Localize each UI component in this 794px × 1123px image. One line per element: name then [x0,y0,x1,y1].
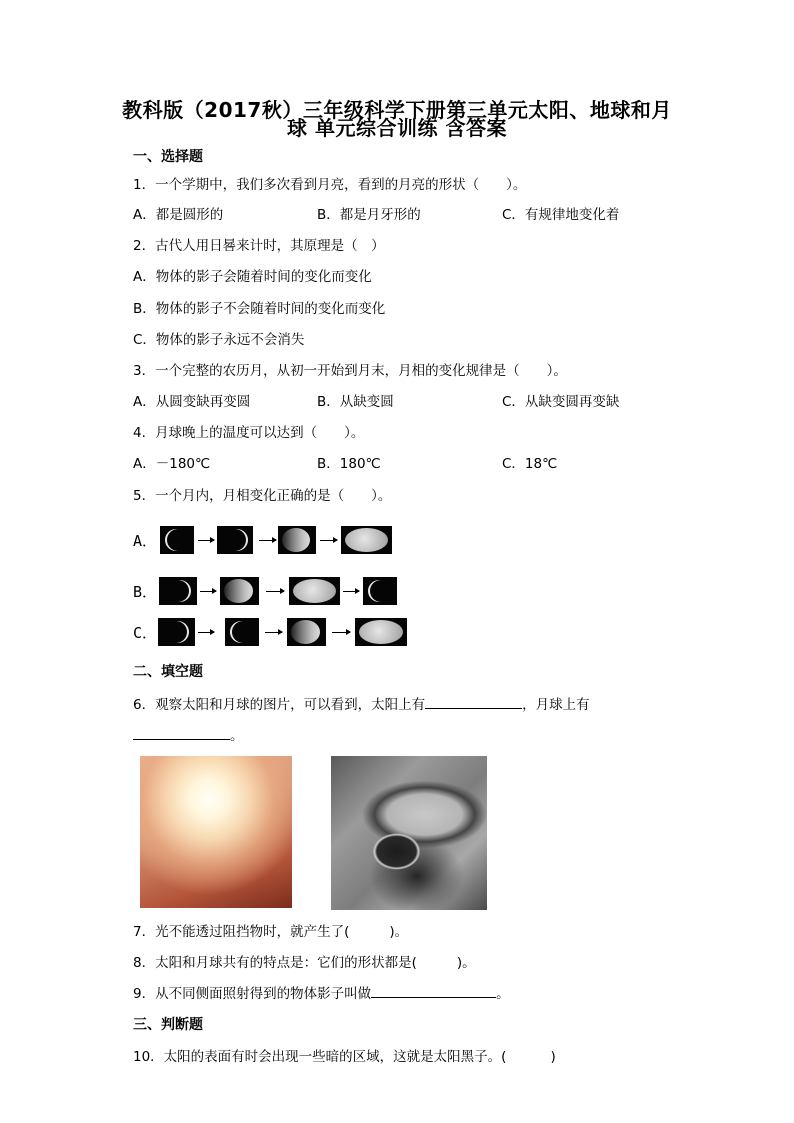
arrow-right-icon [200,591,216,592]
arrow-right-icon [265,632,282,633]
sun-surface-photo [140,756,292,908]
question-4-option-c[interactable]: C．18℃ [502,456,558,472]
question-2-stem: 2．古代人用日晷来计时，其原理是（ ） [133,238,385,254]
question-10-stem [133,1045,556,1065]
moon-gibbous-icon [278,526,316,554]
moon-full-icon [341,526,392,554]
moon-crater-photo [331,756,487,910]
question-8-text-part1: 8．太阳和月球共有的特点是：它们的形状都是( [133,955,417,971]
question-1-stem: 1．一个学期中，我们多次看到月亮，看到的月亮的形状（ ）。 [133,177,527,193]
question-2-option-a[interactable]: A．物体的影子会随着时间的变化而变化 [133,269,372,285]
document-title-line-2: 球 单元综合训练 含答案 [287,116,507,140]
section-heading-true-false: 三、判断题 [133,1017,203,1033]
option-label: A． [133,532,158,550]
question-9-text-part1: 9．从不同侧面照射得到的物体影子叫做 [133,986,372,1002]
question-9-blank[interactable] [371,983,496,998]
moon-crescent-icon [158,618,195,646]
question-1-option-a[interactable]: A．都是圆形的 [133,207,224,223]
question-1-option-c[interactable]: C．有规律地变化着 [502,207,620,223]
option-label: B． [133,583,158,601]
question-6-text-part2: ，月球上有 [522,697,590,713]
moon-gibbous-icon [220,577,259,605]
arrow-right-icon [332,632,350,633]
question-3-stem: 3．一个完整的农历月，从初一开始到月末，月相的变化规律是（ ）。 [133,363,567,379]
moon-full-icon [289,577,340,605]
question-6-text-part1: 6．观察太阳和月球的图片，可以看到，太阳上有 [133,697,426,713]
question-4-option-a[interactable]: A．－180℃ [133,456,211,472]
question-6-stem-cont [133,724,244,744]
moon-gibbous-icon [287,618,326,646]
moon-crescent-icon [159,577,197,605]
question-6-text-end: 。 [230,728,244,744]
arrow-right-icon [343,591,359,592]
question-2-option-c[interactable]: C．物体的影子永远不会消失 [133,332,305,348]
question-2-option-b[interactable]: B．物体的影子不会随着时间的变化而变化 [133,301,386,317]
question-3-option-c[interactable]: C．从缺变圆再变缺 [502,394,620,410]
moon-crescent-icon [217,526,253,554]
moon-full-icon [355,618,407,646]
moon-waning-crescent-icon [363,577,397,605]
option-label: C． [133,624,158,642]
question-10-text-part2: ) [550,1049,556,1065]
question-6-blank-2[interactable] [133,725,230,740]
question-7-text-part1: 7．光不能透过阻挡物时，就产生了( [133,924,350,940]
question-5-stem: 5．一个月内，月相变化正确的是（ ）。 [133,488,392,504]
question-1-option-b[interactable]: B．都是月牙形的 [317,207,421,223]
question-3-option-b[interactable]: B．从缺变圆 [317,394,394,410]
question-7-text-part2: )。 [389,924,409,940]
arrow-right-icon [266,591,284,592]
question-4-option-b[interactable]: B．180℃ [317,456,381,472]
section-heading-choice: 一、选择题 [133,149,203,165]
arrow-right-icon [198,632,214,633]
arrow-right-icon [320,540,337,541]
question-10-text-part1: 10．太阳的表面有时会出现一些暗的区域，这就是太阳黑子。( [133,1049,507,1065]
moon-waxing-crescent-icon [160,526,194,554]
question-9-stem [133,982,510,1002]
moon-waning-crescent-icon [225,618,259,646]
section-heading-fill-blank: 二、填空题 [133,664,203,680]
question-4-stem: 4．月球晚上的温度可以达到（ ）。 [133,425,365,441]
question-3-option-a[interactable]: A．从圆变缺再变圆 [133,394,251,410]
question-8-stem [133,951,476,971]
question-6-stem [133,693,590,713]
arrow-right-icon [259,540,276,541]
question-8-text-part2: )。 [456,955,476,971]
question-9-text-end: 。 [496,986,510,1002]
question-6-blank-1[interactable] [425,694,522,709]
question-7-stem [133,920,408,940]
document-title-line-1: 教科版（2017秋）三年级科学下册第三单元太阳、地球和月 [122,98,672,122]
arrow-right-icon [198,540,214,541]
